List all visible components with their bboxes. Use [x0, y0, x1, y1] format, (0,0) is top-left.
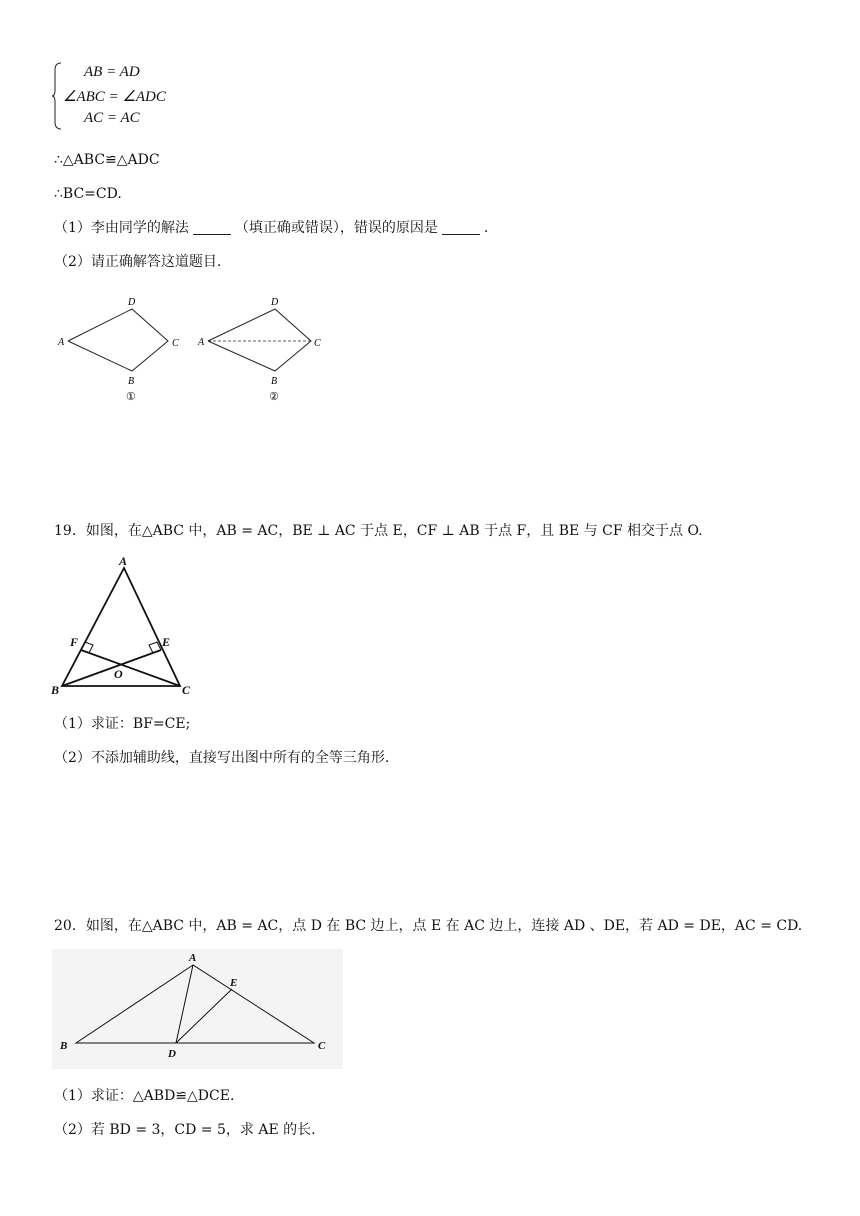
system-line-2: ∠ABC = ∠ADC [63, 89, 166, 105]
caption-2: ② [269, 391, 279, 403]
label-e-20: E [230, 977, 238, 989]
label-d-left: D [128, 297, 136, 308]
q19-stem: 19．如图，在△ABC 中，AB = AC，BE ⊥ AC 于点 E，CF ⊥ AB 于点 F，且 BE 与 CF 相交于点 O. [54, 523, 703, 539]
q20-part1: （1）求证：△ABD≌△DCE. [54, 1088, 235, 1104]
answer-blank-2[interactable] [442, 220, 480, 235]
label-d-20: D [168, 1048, 176, 1060]
q18-part1-text-c: . [483, 220, 489, 236]
label-o-19: O [114, 667, 123, 681]
q18-part1-text-b: （填正确或错误），错误的原因是 [234, 220, 438, 236]
label-d-right: D [271, 297, 279, 308]
label-c-20: C [318, 1040, 326, 1052]
label-c-19: C [182, 683, 191, 697]
conclusion-congruent: ∴△ABC≌△ADC [54, 152, 160, 168]
left-brace-icon [52, 62, 62, 130]
label-e-19: E [162, 635, 171, 649]
figure-20 [52, 949, 343, 1069]
figure-18-right-quad [197, 297, 321, 403]
label-a-19: A [119, 554, 128, 568]
figure-19 [48, 550, 208, 700]
q20-part2: （2）若 BD = 3，CD = 5，求 AE 的长. [54, 1122, 316, 1138]
label-f-19: F [70, 635, 79, 649]
figure-18-left-quad [57, 297, 179, 403]
label-b-right: B [271, 376, 278, 387]
q20-stem: 20．如图，在△ABC 中，AB = AC，点 D 在 BC 边上，点 E 在 AC 边上，连接 AD 、DE，若 AD = DE，AC = CD. [54, 918, 803, 934]
system-line-1: AB = AD [84, 64, 140, 80]
q18-part1-text-a: （1）李由同学的解法 [54, 220, 189, 236]
label-a-right: A [198, 337, 205, 348]
label-b-left: B [128, 376, 135, 387]
label-a-20: A [189, 952, 197, 964]
caption-1: ① [126, 391, 136, 403]
q18-part1 [54, 218, 488, 238]
q18-part2: （2）请正确解答这道题目. [54, 254, 222, 270]
label-c-right: C [314, 338, 321, 349]
label-b-20: B [60, 1040, 68, 1052]
figure-18 [54, 290, 344, 405]
label-c-left: C [172, 338, 179, 349]
answer-blank-1[interactable] [193, 220, 231, 235]
q19-part2: （2）不添加辅助线，直接写出图中所有的全等三角形. [54, 750, 390, 766]
conclusion-bc-cd: ∴BC=CD. [54, 186, 122, 202]
label-b-19: B [51, 683, 60, 697]
system-line-3: AC = AC [84, 110, 140, 126]
label-a-left: A [58, 337, 65, 348]
q19-part1: （1）求证：BF=CE; [54, 716, 191, 732]
